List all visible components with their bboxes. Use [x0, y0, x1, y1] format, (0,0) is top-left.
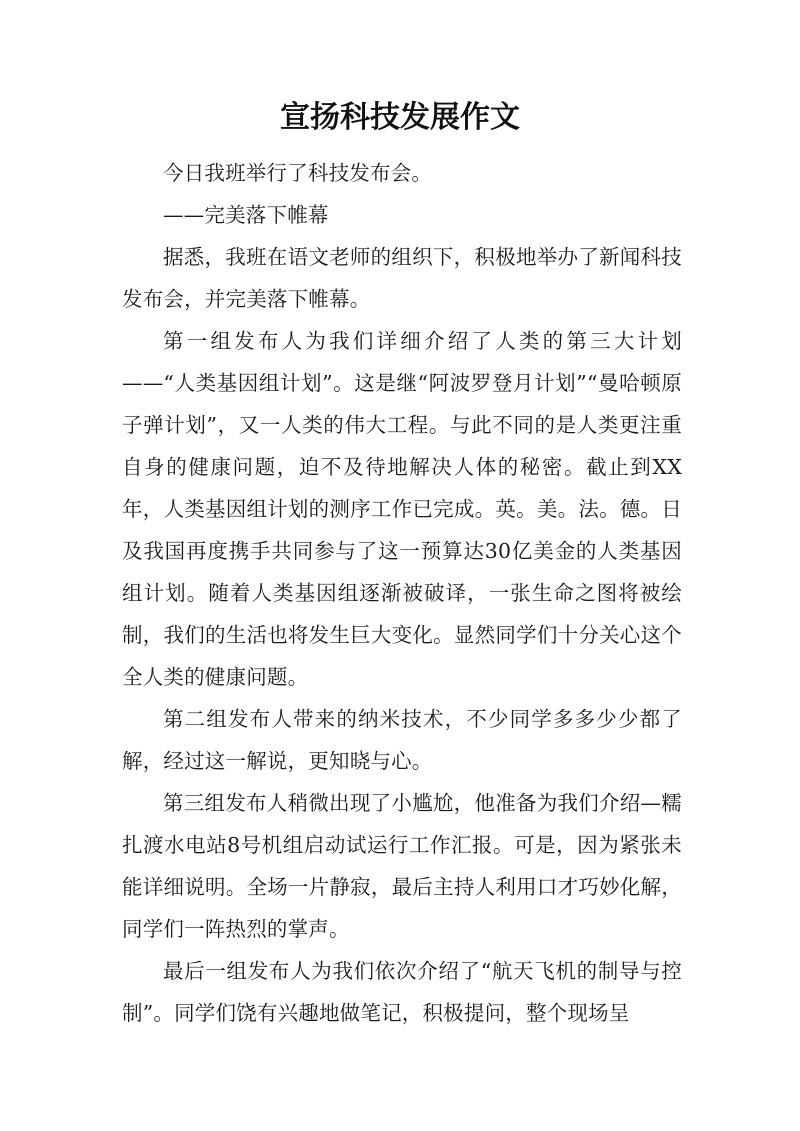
- paragraph: 据悉，我班在语文老师的组织下，积极地举办了新闻科技发布会，并完美落下帷幕。: [122, 245, 682, 311]
- paragraph: ——完美落下帷幕: [163, 203, 329, 227]
- paragraph: 第三组发布人稍微出现了小尴尬，他准备为我们介绍—糯扎渡水电站8号机组启动试运行工作汇报。可是，因为紧张未能详细说明。全场一片静寂，最后主持人利用口才巧妙化解，同学们一阵热烈的掌声。: [122, 791, 682, 941]
- paragraph: 今日我班举行了科技发布会。: [163, 161, 433, 185]
- document-title: 宣扬科技发展作文: [280, 100, 520, 135]
- paragraph: 第二组发布人带来的纳米技术，不少同学多多少少都了解，经过这一解说，更知晓与心。: [122, 707, 682, 773]
- document-body: [122, 152, 682, 1034]
- paragraph: 最后一组发布人为我们依次介绍了“航天飞机的制导与控制”。同学们饶有兴趣地做笔记，积极提问，整个现场呈: [122, 959, 682, 1025]
- paragraph: 第一组发布人为我们详细介绍了人类的第三大计划——“人类基因组计划”。这是继“阿波罗登月计划”“曼哈顿原子弹计划”，又一人类的伟大工程。与此不同的是人类更注重自身的健康问题，迫不及待地解决人体的秘密。截止到XX年，人类基因组计划的测序工作已完成。英。美。法。德。日及我国再度携手共同参与了这一预算达30亿美金的人类基因组计划。随着人类基因组逐渐被破译，一张生命之图将被绘制，我们的生活也将发生巨大变化。显然同学们十分关心这个全人类的健康问题。: [122, 329, 682, 689]
